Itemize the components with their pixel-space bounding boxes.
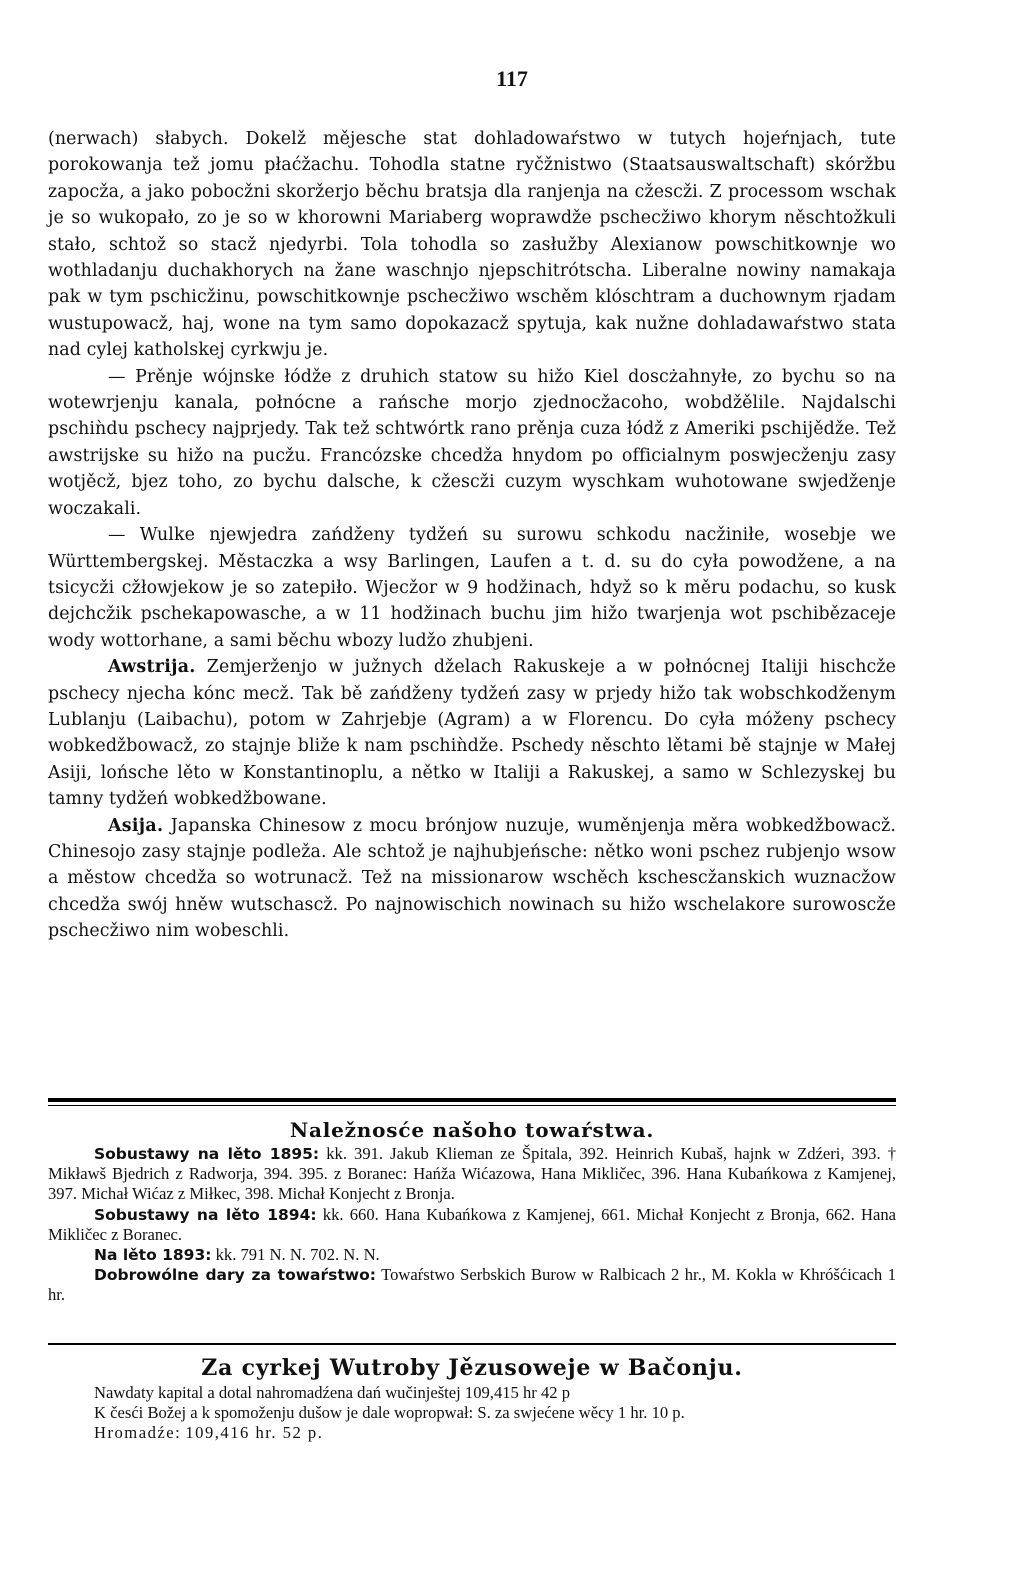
section-divider-church bbox=[48, 1343, 896, 1345]
section-divider-thick bbox=[48, 1098, 896, 1102]
austria-text: Zemjerženjo w južnych dželach Rakuskeje a w połnócnej Italiji hischcže pschecy njecha kónc mecž. Tak bě zańdženy tydžeń zasy w prjedy hižo tak wobschkodženym Lublanju (Laibachu), potom w Zahrjebje (Agram) a w Florencu. Do cyła móženy pschecy wobkedžbowacž, zo stajnje bliže k nam pschiǹdže. Pschedy něschto lětami bě stajnje w Małej Asiji, lońsche lěto w Konstantinoplu, a nětko w Italiji a Rakuskej, a samo w Schlezyskej bu tamny tydžeń wobkedžbowane. bbox=[48, 657, 896, 810]
dues-item-1893 bbox=[48, 1245, 896, 1265]
church-fund-total bbox=[48, 1423, 896, 1443]
dues-item-1895 bbox=[48, 1144, 896, 1205]
news-column bbox=[48, 126, 896, 945]
society-dues-heading: Naležnosće našoho towaŕstwa. bbox=[289, 1118, 655, 1142]
news-paragraph-1: (nerwach) słabych. Dokelž mějesche stat dohladowaŕstwo w tutych hojeŕnjach, tute porokowanja tež jomu płaćžachu. Tohodla statne ryčžnistwo (Staatsauswaltschaft) skóržbu zapocža, a jako pobocžni skoržerjo běchu bratsja dla ranjenja na cžescži. Z processom wschak je so wukopało, zo je so w khorowni Mariaberg woprawdže pschecžiwo khorym něschtožkuli stało, schtož so stacž njedyrbi. Tola tohodla so zasłužby Alexianow powschitkownje wo wothladanju duchakhorych na žane waschnjo njepschitrótscha. Liberalne nowiny namakaja pak w tym pschicžinu, powschitkownje pschecžiwo wschěm klóschtram a duchownym rjadam wustupowacž, haj, wone na tym samo dopokazacž spytuja, kak nužne dohladawaŕstwo stata nad cylej katholskej cyrkwju je. bbox=[48, 129, 896, 361]
austria-heading: Awstrija. bbox=[108, 657, 196, 678]
dues-label-1893: Na lěto 1893: bbox=[94, 1246, 212, 1265]
church-fund-heading: Za cyrkej Wutroby Jězusoweje w Bačonju. bbox=[201, 1355, 743, 1381]
asia-heading: Asija. bbox=[108, 815, 164, 836]
society-dues-section bbox=[48, 1116, 896, 1306]
church-fund-section bbox=[48, 1353, 896, 1444]
page-number: 117 bbox=[496, 66, 528, 91]
church-fund-line-1: Nawdaty kapital a dotal nahromadźena dań wučinještej 109,415 hr 42 p bbox=[94, 1383, 571, 1402]
dues-label-1895: Sobustawy na lěto 1895: bbox=[94, 1145, 320, 1163]
news-paragraph-austria bbox=[48, 654, 896, 812]
dues-text-1893: kk. 791 N. N. 702. N. N. bbox=[215, 1245, 380, 1265]
dues-item-donations bbox=[48, 1265, 896, 1305]
asia-text: Japanska Chinesow z mocu brónjow nuzuje, wuměnjenja měra wobkedžbowacž. Chinesojo zasy stajnje podleža. Ale schtož je najhubjeńsche: nětko woni pschez rubjenjo wsow a městow chcedža so wotrunacž. Tež na missionarow wschěch kschescžanskich wuznacžow chcedža swój hněw wutschascž. Po najnowischich nowinach su hižo wschelakore surowoscže pschecžiwo nim wobeschli. bbox=[48, 815, 896, 942]
dues-text-1894: kk. 660. Hana Kubańkowa z Kamjenej, 661. Michał Konjecht z Bronja, 662. Hana Mikličec z Boranec. bbox=[48, 1204, 896, 1244]
dues-item-1894 bbox=[48, 1205, 896, 1245]
church-total-value: 109,416 hr. 52 p. bbox=[185, 1423, 324, 1443]
dues-text-donations: Towaŕstwo Serbskich Burow w Ralbicach 2 hr., M. Kokla w Khróšćicach 1 hr. bbox=[48, 1265, 896, 1305]
dues-text-1895: kk. 391. Jakub Klieman ze Špitala, 392. Heinrich Kubaš, hajnk w Zdźeri, 393. † Mikławš Bjedrich z Radworja, 394. 395. z Boranec: Hańža Wićazowa, Hana Mikličec, 396. Hana Kubańkowa z Kamjenej, 397. Michał Wićaz z Miłkec, 398. Michał Konjecht z Bronja. bbox=[48, 1144, 896, 1204]
section-divider-thin bbox=[48, 1105, 896, 1106]
dues-label-donations: Dobrowólne dary za towaŕstwo: bbox=[94, 1266, 376, 1285]
news-paragraph-2: — Prěnje wójnske łódže z druhich statow su hižo Kiel doscżahnyłe, zo bychu so na wotewrjenju kanala, połnócne a rańsche morjo zjednocžacoho, wobdžělile. Najdalschi pschiǹdu pschecy najprjedy. Tak tež schtwórtk rano prěnja cuza łódž z Ameriki pschijědže. Tež awstrijske su hižo na pucžu. Francózske chcedža hnydom po officialnym poswjecženju zasy wotjěcž, bjez toho, zo bychu dalsche, k cžescži cuzym wyschkam wuhotowane swjedženje woczakali. bbox=[48, 366, 896, 519]
news-paragraph-3: — Wulke njewjedra zańdženy tydžeń su surowu schkodu nacžiniłe, wosebje we Württembergskej. Městaczka a wsy Barlingen, Laufen a t. d. su do cyła powodžene, a na tsicycži cžłowjekow je so zatepiło. Wjecžor w 9 hodžinach, hdyž so k měru podachu, so kusk dejchcžik pschekapowasche, a w 11 hodžinach buchu jim hižo twarjenja wot pschibězaceje wody wottorhane, a sami běchu wbozy ludžo zhubjeni. bbox=[48, 525, 896, 651]
news-paragraph-asia bbox=[48, 813, 896, 945]
church-total-label: Hromadźe: bbox=[94, 1423, 182, 1443]
church-fund-line-2: K česći Božej a k spomoženju dušow je dale wopropwał: S. za swjećene wěcy 1 hr. 10 p. bbox=[94, 1403, 685, 1423]
dues-label-1894: Sobustawy na lěto 1894: bbox=[94, 1205, 317, 1224]
